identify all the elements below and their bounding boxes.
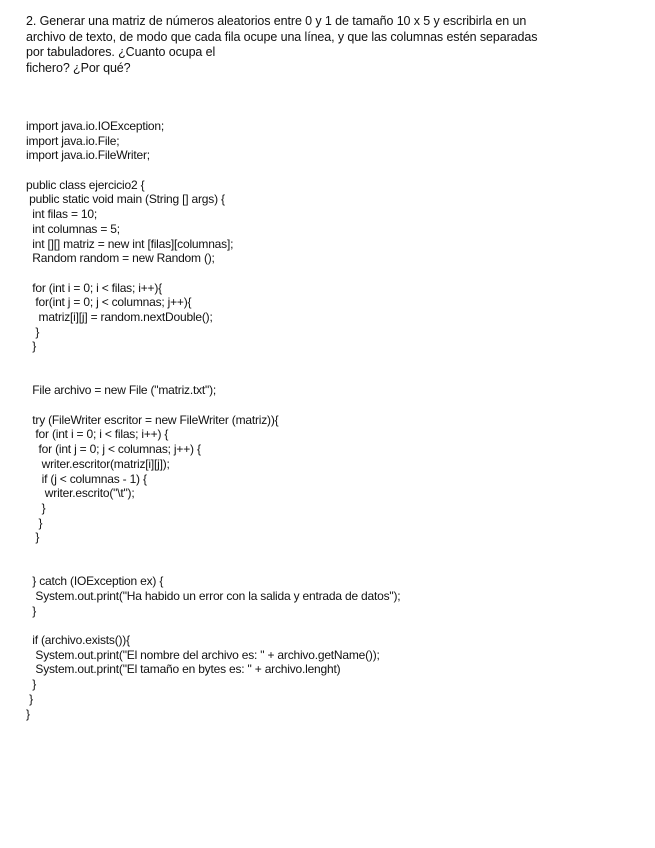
code-line: } [26,324,40,339]
code-line: System.out.print("Ha habido un error con la salida y entrada de datos"); [26,589,401,603]
code-line: System.out.print("El tamaño en bytes es: " + archivo.lenght) [26,662,341,677]
code-line: if (archivo.exists()){ [26,633,130,648]
code-line: for (int j = 0; j < columnas; j++) { [26,442,201,457]
code-line: writer.escrito("\t"); [26,486,135,501]
code-line: } catch (IOException ex) { [26,574,164,589]
code-listing [26,119,626,721]
code-line: import java.io.File; [26,133,120,148]
code-line: } [26,515,43,530]
code-line [26,266,626,281]
code-line: public static void main (String [] args) { [26,192,225,207]
statement-line: fichero? ¿Por qué? [26,60,131,75]
code-line [26,369,626,384]
code-line: int filas = 10; [26,207,97,222]
code-line: for (int i = 0; i < filas; i++){ [26,280,162,295]
code-line [26,163,626,178]
code-line: import java.io.FileWriter; [26,148,150,163]
code-line: } [26,530,40,545]
code-line: for(int j = 0; j < columnas; j++){ [26,295,192,310]
code-line: public class ejercicio2 { [26,177,145,192]
code-line: matriz[i][j] = random.nextDouble(); [26,309,213,324]
code-line: try (FileWriter escritor = new FileWriter (matriz)){ [26,412,279,427]
code-line: Random random = new Random (); [26,251,215,266]
code-line: int [][] matriz = new int [filas][columnas]; [26,236,234,251]
statement-line: 2. Generar una matriz de números aleatorios entre 0 y 1 de tamaño 10 x 5 y escribirla en un [26,14,527,28]
code-line: System.out.print("El nombre del archivo es: " + archivo.getName()); [26,647,380,662]
code-line: } [26,500,46,515]
code-line: } [26,706,30,721]
exercise-statement [26,14,626,76]
code-line: if (j < columnas - 1) { [26,471,147,486]
code-line: } [26,603,37,618]
code-line: File archivo = new File ("matriz.txt"); [26,383,217,398]
document-page [26,14,626,76]
code-line: int columnas = 5; [26,221,120,236]
code-line [26,560,626,575]
statement-line: archivo de texto, de modo que cada fila ocupe una línea, y que las columnas estén separadas [26,29,538,44]
code-line: } [26,691,33,706]
code-line [26,545,626,560]
code-line: } [26,339,37,354]
code-line: import java.io.IOException; [26,119,164,133]
code-line: for (int i = 0; i < filas; i++) { [26,427,169,442]
statement-line: por tabuladores. ¿Cuanto ocupa el [26,45,216,59]
code-line: writer.escritor(matriz[i][j]); [26,456,170,471]
code-line [26,618,626,633]
code-line [26,354,626,369]
code-line: } [26,677,37,692]
code-line [26,398,626,413]
